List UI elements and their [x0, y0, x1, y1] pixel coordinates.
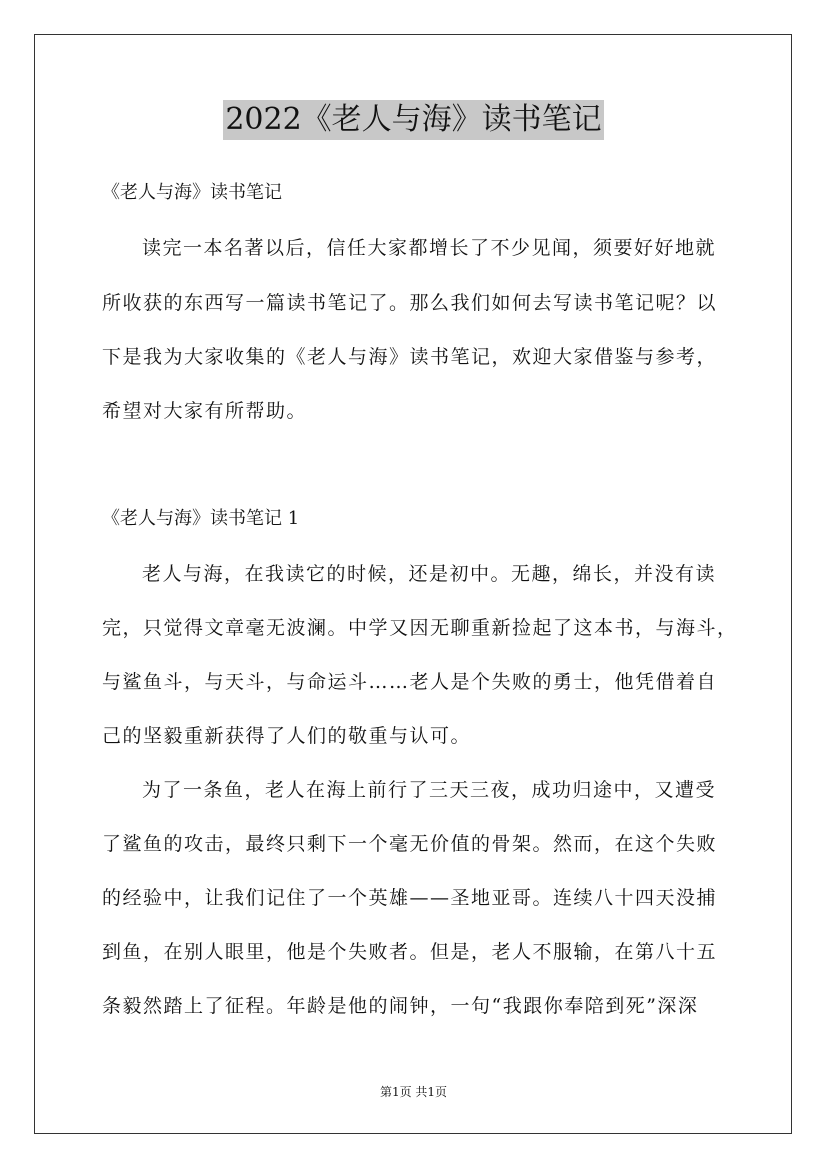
paragraph-line: 到鱼，在别人眼里，他是个失败者。但是，老人不服输，在第八十五 — [102, 941, 718, 963]
document-subtitle: 《老人与海》读书笔记 — [102, 182, 282, 203]
intro-line: 希望对大家有所帮助。 — [102, 400, 308, 422]
intro-line: 所收获的东西写一篇读书笔记了。那么我们如何去写读书笔记呢？以 — [102, 292, 718, 314]
paragraph-line: 完，只觉得文章毫无波澜。中学又因无聊重新捡起了这本书，与海斗， — [102, 617, 738, 639]
paragraph-line: 条毅然踏上了征程。年龄是他的闹钟，一句“我跟你奉陪到死”深深 — [102, 995, 699, 1017]
paragraph-line: 与鲨鱼斗，与天斗，与命运斗……老人是个失败的勇士，他凭借着自 — [102, 671, 718, 693]
document-title: 2022《老人与海》读书笔记 — [223, 100, 603, 140]
paragraph-line: 的经验中，让我们记住了一个英雄——圣地亚哥。连续八十四天没捕 — [102, 887, 718, 909]
paragraph-line: 为了一条鱼，老人在海上前行了三天三夜，成功归途中，又遭受 — [142, 779, 717, 801]
title-container — [0, 100, 827, 140]
intro-line: 读完一本名著以后，信任大家都增长了不少见闻，须要好好地就 — [142, 237, 717, 259]
paragraph-line: 了鲨鱼的攻击，最终只剩下一个毫无价值的骨架。然而，在这个失败 — [102, 833, 718, 855]
page-number: 第1页 共1页 — [379, 1085, 448, 1099]
paragraph-line: 老人与海，在我读它的时候，还是初中。无趣，绵长，并没有读 — [142, 563, 717, 585]
paragraph-line: 己的坚毅重新获得了人们的敬重与认可。 — [102, 725, 472, 747]
intro-line: 下是我为大家收集的《老人与海》读书笔记，欢迎大家借鉴与参考， — [102, 346, 718, 368]
section-heading: 《老人与海》读书笔记 1 — [102, 508, 300, 529]
